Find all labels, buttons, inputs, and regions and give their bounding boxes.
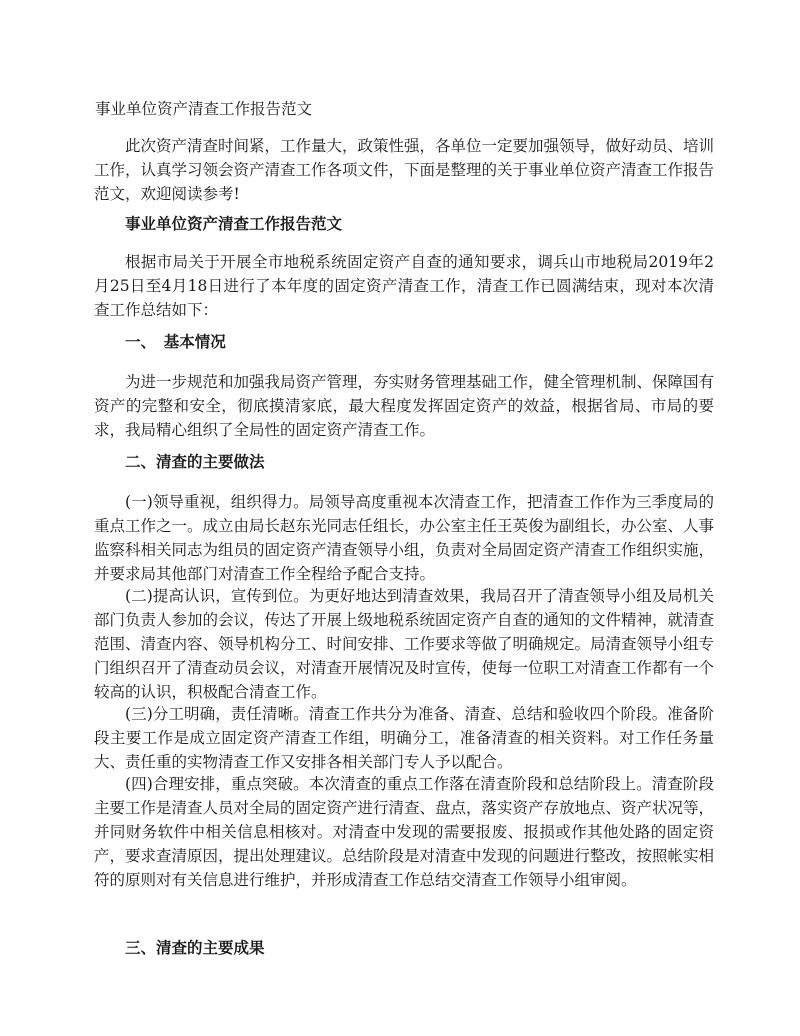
methods-paragraph-4: (四)合理安排，重点突破。本次清查的重点工作落在清查阶段和总结阶段上。清查阶段主要工作是清查人员对全局的固定资产进行清查、盘点，落实资产存放地点、资产状况等，并同财务软件中相关信息相核对。对清查中发现的需要报废、报损或作其他处路的固定资产，要求查清原因，提出处理建议。总结阶段是对清查中发现的问题进行整改，按照帐实相符的原则对有关信息进行维护，并形成清查工作总结交清查工作领导小组审阅。	[94, 775, 715, 889]
methods-paragraph-3: (三)分工明确，责任清晰。清查工作共分为准备、清查、总结和验收四个阶段。准备阶段主要工作是成立固定资产清查工作组，明确分工，准备清查的相关资料。对工作任务量大、责任重的实物清查工作又安排各相关部门专人予以配合。	[94, 705, 714, 771]
intro-paragraph: 此次资产清查时间紧，工作量大，政策性强，各单位一定要加强领导，做好动员、培训工作，认真学习领会资产清查工作各项文件，下面是整理的关于事业单位资产清查工作报告范文，欢迎阅读参考!	[94, 137, 715, 203]
section-heading-results: 三、清查的主要成果	[125, 938, 265, 957]
section-basic-paragraph: 为进一步规范和加强我局资产管理，夯实财务管理基础工作，健全管理机制、保障国有资产的完整和安全，彻底摸清家底，最大程度发挥固定资产的效益，根据省局、市局的要求，我局精心组织了全局性的固定资产清查工作。	[94, 373, 715, 439]
report-subtitle: 事业单位资产清查工作报告范文	[125, 214, 343, 233]
section-heading-methods: 二、清查的主要做法	[125, 452, 265, 471]
document-title: 事业单位资产清查工作报告范文	[95, 100, 313, 118]
methods-paragraph-2: (二)提高认识，宣传到位。为更好地达到清查效果，我局召开了清查领导小组及局机关部门负责人参加的会议，传达了开展上级地税系统固定资产自查的通知的文件精神，就清查范围、清查内容、领导机构分工、时间安排、工作要求等做了明确规定。局清查领导小组专门组织召开了清查动员会议，对清查开展情况及时宣传，使每一位职工对清查工作都有一个较高的认识，积极配合清查工作。	[94, 587, 715, 701]
section-heading-basic: 一、 基本情况	[125, 332, 226, 351]
opening-paragraph: 根据市局关于开展全市地税系统固定资产自查的通知要求，调兵山市地税局2019年2月25日至4月18日进行了本年度的固定资产清查工作，清查工作已圆满结束，现对本次清查工作总结如下：	[94, 253, 714, 319]
methods-paragraph-1: (一)领导重视，组织得力。局领导高度重视本次清查工作，把清查工作作为三季度局的重点工作之一。成立由局长赵东光同志任组长，办公室主任王英俊为副组长，办公室、人事监察科相关同志为组员的固定资产清查领导小组，负责对全局固定资产清查工作组织实施，并要求局其他部门对清查工作全程给予配合支持。	[94, 493, 715, 583]
